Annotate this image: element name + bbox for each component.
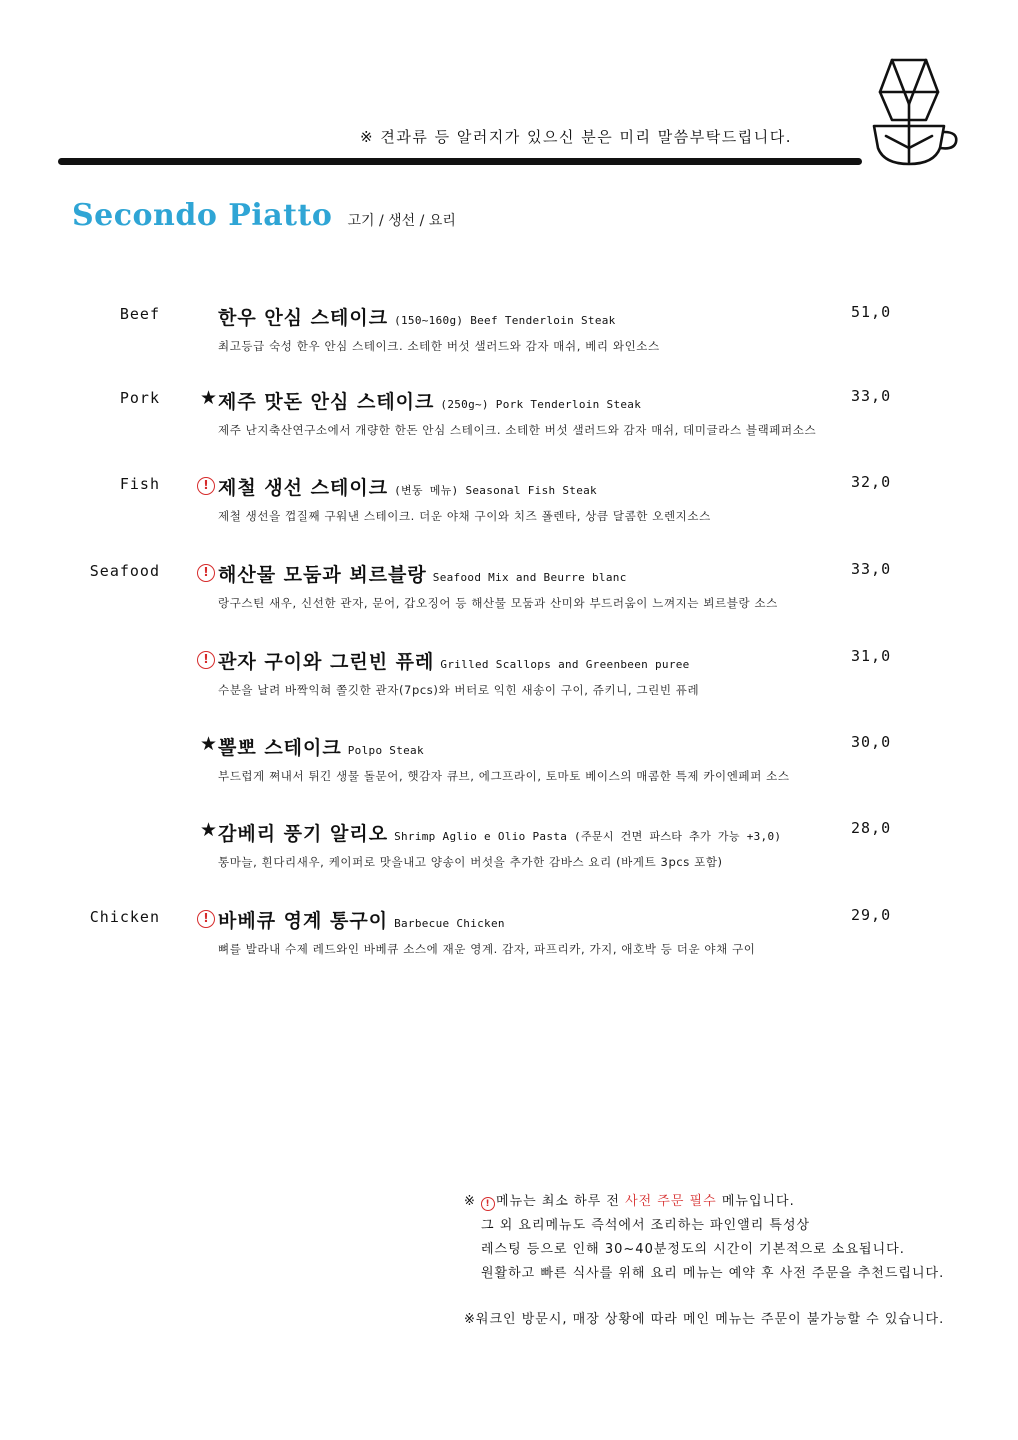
menu-item-description: 수분을 날려 바짝익혀 쫄깃한 관자(7pcs)와 버터로 익힌 새송이 구이, 쥬키니, 그린빈 퓨레 [218,683,700,697]
menu-item-name-line [218,387,641,414]
section-heading [72,198,456,233]
exclamation-circle-icon: ! [481,1197,495,1211]
menu-item-name: 한우 안심 스테이크 [218,307,389,329]
menu-category: Chicken [89,908,160,926]
menu-item-description: 뼈를 발라내 수제 레드와인 바베큐 소스에 재운 영계. 감자, 파프리카, 가지, 애호박 등 더운 야채 구이 [218,942,756,956]
menu-item-name-line [218,733,424,760]
menu-item [0,906,1018,976]
menu-category: Pork [119,389,160,407]
menu-item-price: 33,0 [851,387,892,405]
section-subtitle: 고기 / 생선 / 요리 [347,213,456,229]
menu-item-name: 감베리 풍기 알리오 [218,823,389,845]
menu-item-price: 30,0 [851,733,892,751]
menu-item-name: 해산물 모둠과 뵈르블랑 [218,564,427,586]
exclamation-circle-icon: ! [197,564,215,582]
menu-item [0,560,1018,630]
preorder-required-text: 사전 주문 필수 [625,1194,717,1209]
exclamation-circle-icon: ! [197,477,215,495]
star-icon: ★ [200,819,218,841]
menu-item-name-line [218,473,597,500]
menu-item-price: 31,0 [851,647,892,665]
menu-item-description: 통마늘, 흰다리새우, 케이퍼로 맛을내고 양송이 버섯을 추가한 감바스 요리 (바게트 3pcs 포함) [218,855,723,869]
menu-item-subtitle: Grilled Scallops and Greenbeen puree [440,658,690,671]
menu-item-description: 부드럽게 쪄내서 튀긴 생물 돌문어, 햇감자 큐브, 에그프라이, 토마토 베이스의 매콤한 특제 카이엔페퍼 소스 [218,769,790,783]
note-prefix: ※ [464,1194,476,1209]
menu-item-name: 뽈뽀 스테이크 [218,737,342,759]
exclamation-circle-icon: ! [197,910,215,928]
menu-item [0,733,1018,803]
menu-category: Fish [119,475,160,493]
menu-category: Beef [119,305,160,323]
star-icon: ★ [200,733,218,755]
menu-item [0,647,1018,717]
note-text: 메뉴는 최소 하루 전 [496,1194,620,1209]
menu-item-subtitle: Seafood Mix and Beurre blanc [432,571,627,584]
menu-item-subtitle: (변동 메뉴) Seasonal Fish Steak [394,484,597,497]
walkin-note: ※워크인 방문시, 매장 상황에 따라 메인 메뉴는 주문이 불가능할 수 있습니다. [464,1312,945,1327]
note-line: 원활하고 빠른 식사를 위해 요리 메뉴는 예약 후 사전 주문을 추천드립니다. [481,1266,945,1281]
menu-item-name-line [218,647,690,674]
menu-item-description: 제주 난지축산연구소에서 개량한 한돈 안심 스테이크. 소테한 버섯 샐러드와 감자 매쉬, 데미글라스 블랙페퍼소스 [218,423,817,437]
menu-item-name-line [218,906,505,933]
menu-item-name: 제주 맛돈 안심 스테이크 [218,391,435,413]
menu-item-name-line [218,560,627,587]
menu-item-subtitle: Shrimp Aglio e Olio Pasta (주문시 건면 파스타 추가 가능 +3,0) [394,830,782,843]
preorder-note-line [464,1190,1004,1214]
menu-item-price: 33,0 [851,560,892,578]
note-line: 그 외 요리메뉴도 즉석에서 조리하는 파인앨리 특성상 [481,1218,811,1233]
menu-item-price: 29,0 [851,906,892,924]
exclamation-circle-icon: ! [197,651,215,669]
star-icon: ★ [200,387,218,409]
note-spacer [464,1286,1004,1308]
menu-item-subtitle: (250g~) Pork Tenderloin Steak [440,398,642,411]
menu-item-description: 제철 생선을 껍질째 구워낸 스테이크. 더운 야채 구이와 치즈 폴렌타, 상큼 달콤한 오렌지소스 [218,509,711,523]
menu-item-subtitle: (150~160g) Beef Tenderloin Steak [394,314,616,327]
footer-notes [464,1190,1004,1332]
menu-item-price: 51,0 [851,303,892,321]
header-divider [58,158,862,165]
menu-item [0,387,1018,457]
menu-item [0,303,1018,373]
coffee-cup-logo-icon [866,52,958,170]
note-text: 메뉴입니다. [721,1194,795,1209]
menu-item-description: 랑구스틴 새우, 신선한 관자, 문어, 갑오징어 등 해산물 모둠과 산미와 부드러움이 느껴지는 뵈르블랑 소스 [218,596,778,610]
menu-item-price: 28,0 [851,819,892,837]
menu-item-name-line [218,303,616,330]
menu-item [0,473,1018,543]
menu-item-name: 관자 구이와 그린빈 퓨레 [218,651,435,673]
menu-item-description: 최고등급 숙성 한우 안심 스테이크. 소테한 버섯 샐러드와 감자 매쉬, 베리 와인소스 [218,339,660,353]
menu-category: Seafood [89,562,160,580]
note-line: 레스팅 등으로 인해 30~40분정도의 시간이 기본적으로 소요됩니다. [481,1242,905,1257]
menu-item-name: 바베큐 영계 통구이 [218,910,389,932]
menu-item-subtitle: Polpo Steak [347,744,424,757]
menu-item-subtitle: Barbecue Chicken [394,917,505,930]
menu-item-price: 32,0 [851,473,892,491]
allergy-notice: ※ 견과류 등 알러지가 있으신 분은 미리 말씀부탁드립니다. [360,128,792,146]
menu-item [0,819,1018,889]
menu-item-name: 제철 생선 스테이크 [218,477,389,499]
menu-item-name-line [218,819,781,846]
section-title: Secondo Piatto [72,198,333,233]
